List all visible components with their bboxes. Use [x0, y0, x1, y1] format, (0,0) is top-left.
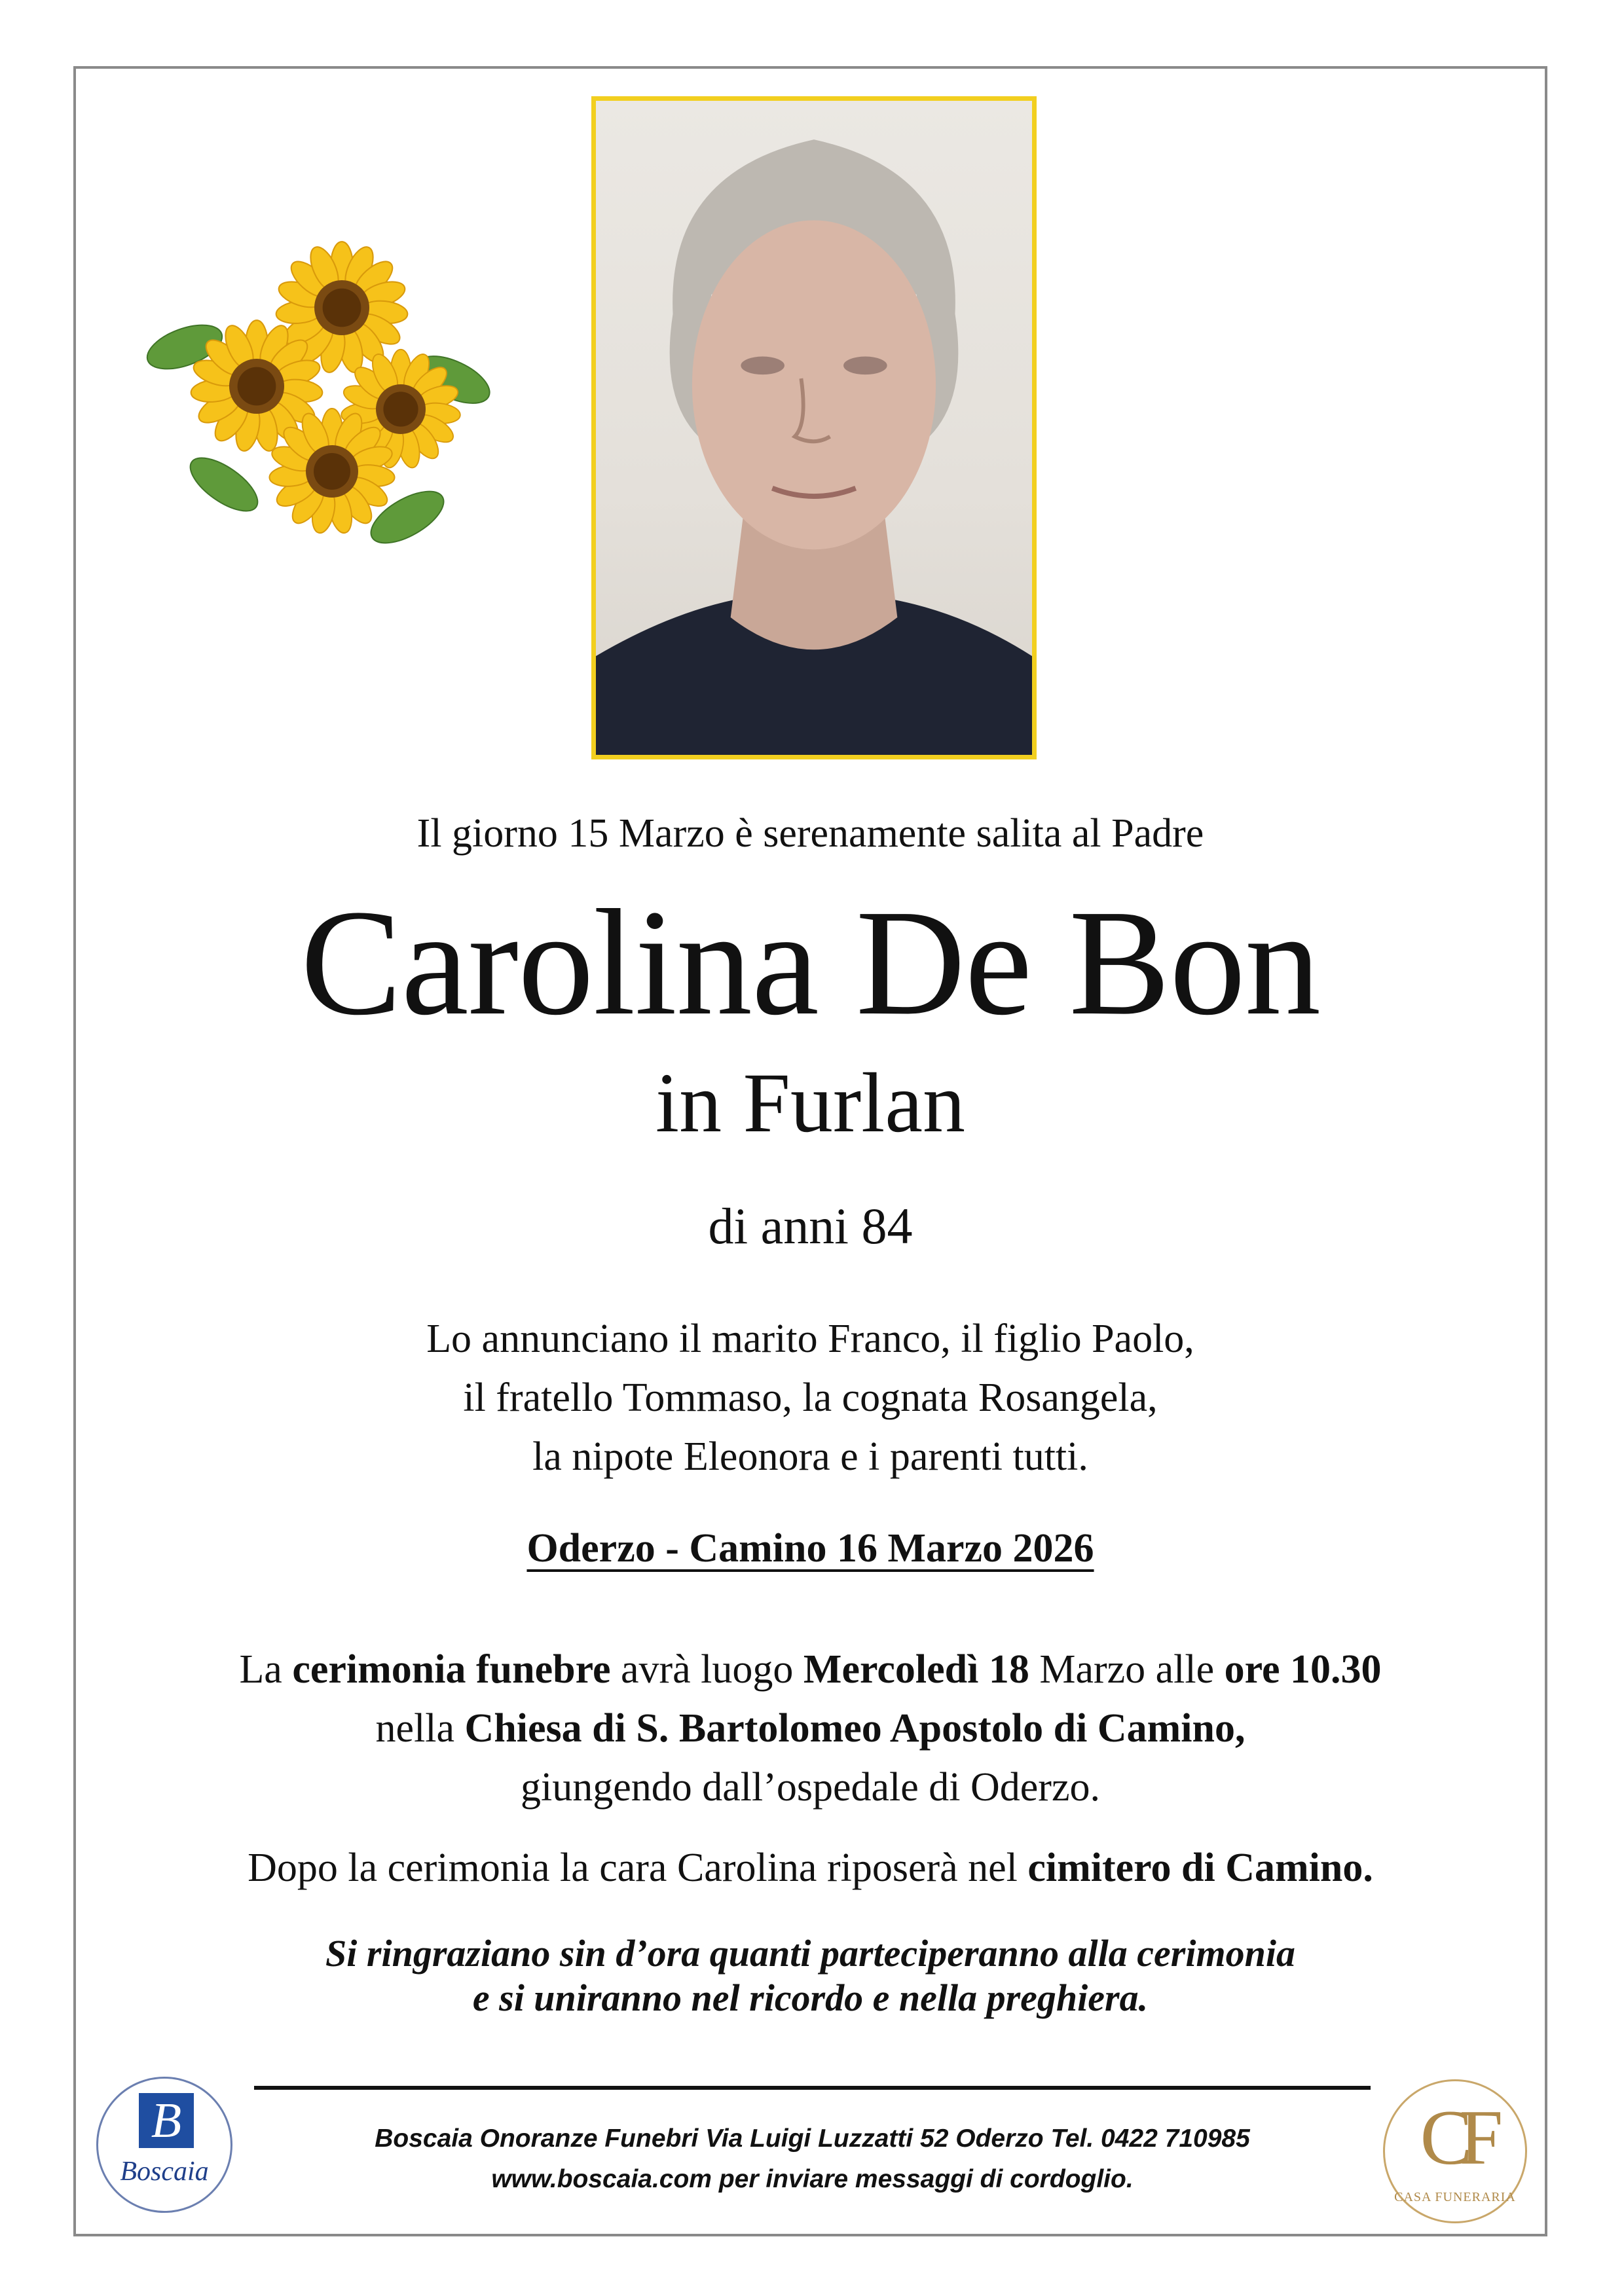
place-date-text: Oderzo - Camino 16 Marzo 2026: [526, 1526, 1094, 1571]
ceremony-line-1: La cerimonia funebre avrà luogo Mercoledì 18 Marzo alle ore 10.30: [239, 1647, 1382, 1692]
burial-info: Dopo la cerimonia la cara Carolina riposerà nel cimitero di Camino.: [248, 1846, 1373, 1890]
casa-funeraria-mark: CF: [1420, 2094, 1490, 2181]
ceremony-info: [73, 1640, 1547, 1817]
thanks-line: Si ringraziano sin d’ora quanti parteciperanno alla cerimonia: [325, 1932, 1295, 1975]
boscaia-logo: [96, 2077, 232, 2213]
casa-funeraria-logo: [1383, 2079, 1527, 2223]
intro-text: Il giorno 15 Marzo è serenamente salita al Padre: [416, 811, 1204, 856]
announcement-line: la nipote Eleonora e i parenti tutti.: [532, 1434, 1088, 1479]
thanks-text: [73, 1931, 1547, 2020]
sunflowers-icon: [145, 236, 492, 563]
boscaia-logo-text: Boscaia: [120, 2157, 209, 2187]
ceremony-line-2: nella Chiesa di S. Bartolomeo Apostolo di Camino,: [375, 1706, 1246, 1751]
married-name: in Furlan: [655, 1056, 966, 1150]
ceremony-line-3: giungendo dall’ospedale di Oderzo.: [521, 1765, 1100, 1810]
announcement: [73, 1309, 1547, 1486]
deceased-name: Carolina De Bon: [300, 879, 1321, 1047]
thanks-line: e si uniranno nel ricordo e nella preghiera.: [472, 1977, 1149, 2019]
boscaia-logo-mark: B: [139, 2093, 194, 2148]
age-text: di anni 84: [708, 1197, 913, 1254]
footer-website: www.boscaia.com per inviare messaggi di cordoglio.: [491, 2165, 1134, 2193]
announcement-line: il fratello Tommaso, la cognata Rosangela,: [463, 1376, 1158, 1420]
casa-funeraria-text: CASA FUNERARIA: [1394, 2190, 1516, 2204]
footer-address: Boscaia Onoranze Funebri Via Luigi Luzzatti 52 Oderzo Tel. 0422 710985: [375, 2124, 1250, 2153]
place-date: [73, 1525, 1547, 1572]
footer-divider: [254, 2086, 1371, 2090]
announcement-line: Lo annunciano il marito Franco, il figlio Paolo,: [426, 1317, 1194, 1361]
portrait-photo: [591, 96, 1037, 759]
